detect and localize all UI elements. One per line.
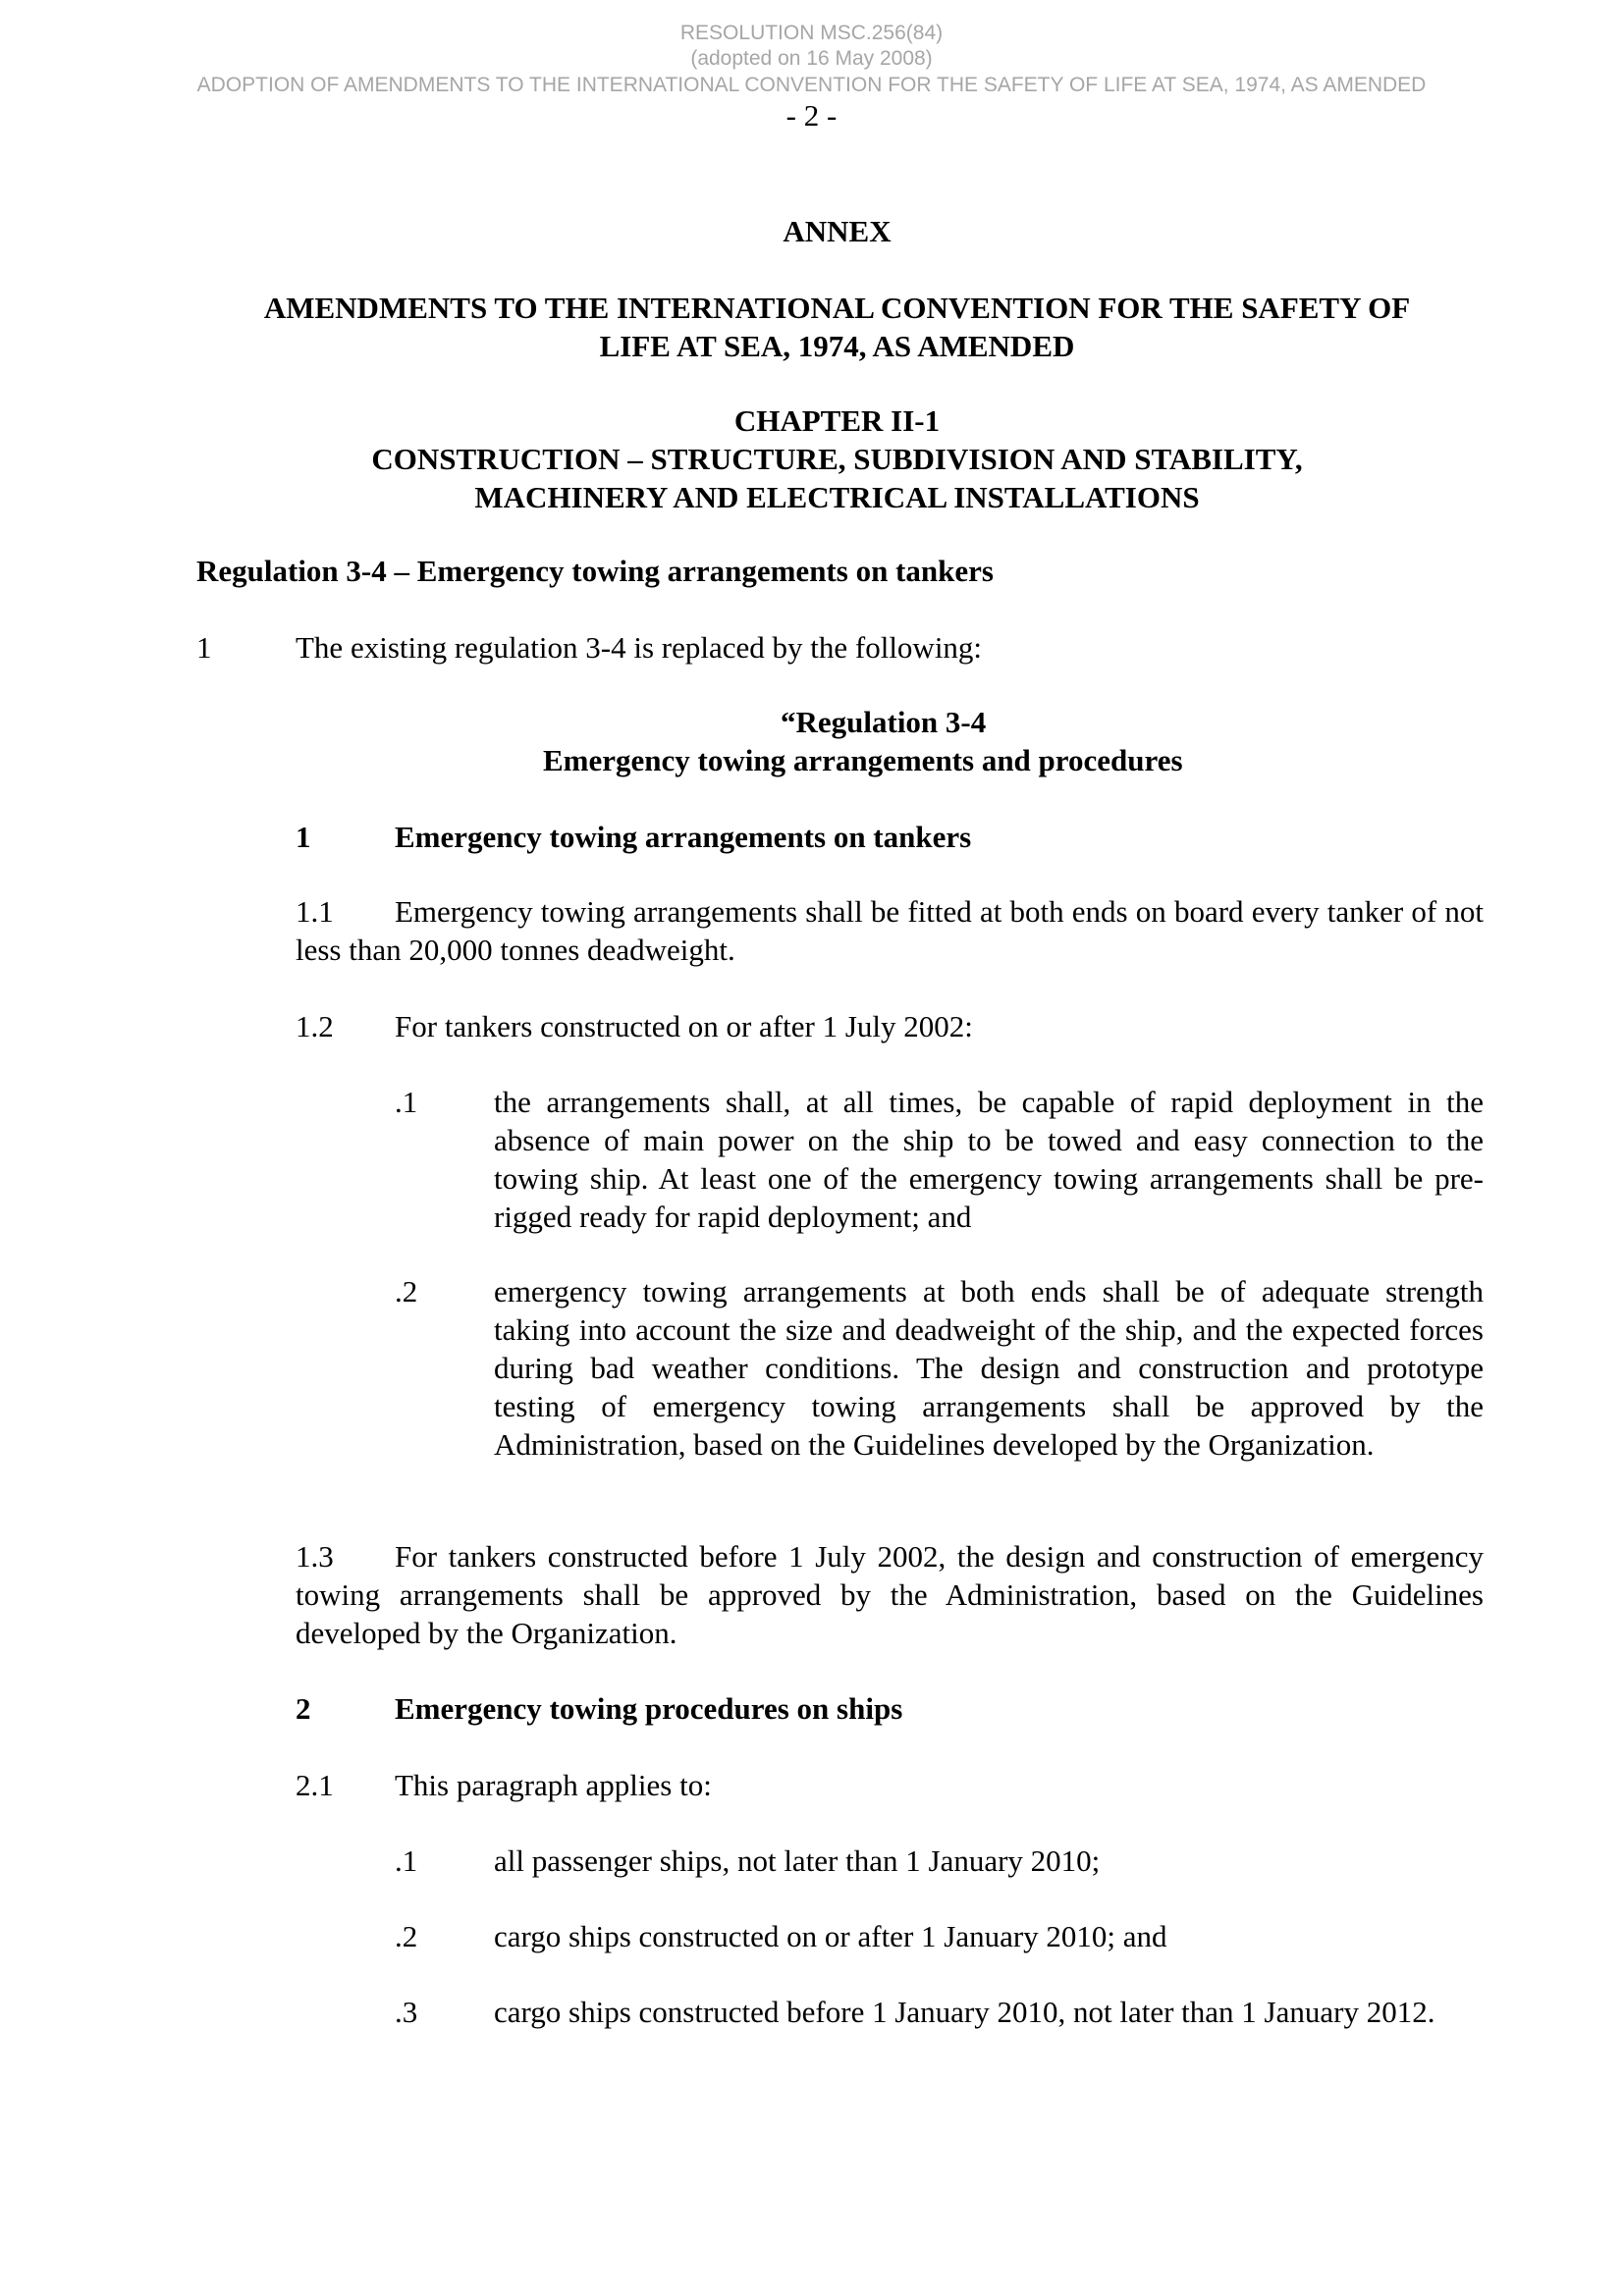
paragraph-1-1	[296, 892, 1484, 969]
subitem-2-1-3-number: .3	[395, 1995, 418, 2029]
quoted-regulation-subtitle: Emergency towing arrangements and procedures	[543, 743, 1183, 777]
section-2-title: Emergency towing procedures on ships	[395, 1691, 903, 1726]
chapter-title-line-2: MACHINERY AND ELECTRICAL INSTALLATIONS	[474, 480, 1200, 514]
regulation-heading: Regulation 3-4 – Emergency towing arrangements on tankers	[196, 554, 994, 588]
subitem-2-1-3-text: cargo ships constructed before 1 January 2010, not later than 1 January 2012.	[494, 1995, 1435, 2029]
subitem-1-2-2-number: .2	[395, 1274, 418, 1308]
item-1-text: The existing regulation 3-4 is replaced by the following:	[296, 630, 983, 665]
subitem-2-1-1-text: all passenger ships, not later than 1 January 2010;	[494, 1843, 1101, 1878]
section-2-number: 2	[296, 1691, 311, 1726]
header-resolution: RESOLUTION MSC.256(84)	[679, 22, 944, 44]
header-title: ADOPTION OF AMENDMENTS TO THE INTERNATIONAL CONVENTION FOR THE SAFETY OF LIFE AT SEA, 1974, AS AMENDED	[196, 74, 1427, 96]
paragraph-2-1-text: This paragraph applies to:	[395, 1768, 712, 1802]
subitem-2-1-2-text: cargo ships constructed on or after 1 January 2010; and	[494, 1919, 1167, 1953]
paragraph-1-1-number: 1.1	[296, 894, 334, 929]
title-line-1: AMENDMENTS TO THE INTERNATIONAL CONVENTION FOR THE SAFETY OF	[263, 291, 1411, 325]
paragraph-2-1-number: 2.1	[296, 1768, 334, 1802]
header-adoption-date: (adopted on 16 May 2008)	[690, 47, 933, 70]
page-number: - 2 -	[785, 98, 838, 133]
chapter-number: CHAPTER II-1	[733, 403, 941, 438]
paragraph-1-1-text: Emergency towing arrangements shall be fitted at both ends on board every tanker of not less than 20,000 tonnes deadweight.	[296, 894, 1484, 967]
paragraph-1-2-number: 1.2	[296, 1009, 334, 1043]
annex-heading: ANNEX	[783, 214, 892, 248]
subitem-1-2-1-text: the arrangements shall, at all times, be capable of rapid deployment in the absence of main power on the ship to be towed and easy connection to the towing ship. At least one of the emergency towing arrangements shall be pre-rigged ready for rapid deployment; and	[494, 1085, 1484, 1234]
subitem-1-2-1-number: .1	[395, 1085, 418, 1119]
section-1-title: Emergency towing arrangements on tankers	[395, 820, 972, 854]
paragraph-1-3-number: 1.3	[296, 1539, 334, 1574]
subitem-2-1-1-number: .1	[395, 1843, 418, 1878]
item-1-number: 1	[196, 630, 212, 665]
paragraph-1-2-text: For tankers constructed on or after 1 July 2002:	[395, 1009, 973, 1043]
paragraph-1-3-text: For tankers constructed before 1 July 2002, the design and construction of emergency towing arrangements shall be approved by the Administration, based on the Guidelines developed by the Organization.	[296, 1539, 1484, 1650]
quoted-regulation-title: “Regulation 3-4	[781, 705, 987, 739]
paragraph-1-3	[296, 1537, 1484, 1652]
subitem-2-1-2-number: .2	[395, 1919, 418, 1953]
section-1-number: 1	[296, 820, 311, 854]
title-line-2: LIFE AT SEA, 1974, AS AMENDED	[599, 329, 1075, 363]
chapter-title-line-1: CONSTRUCTION – STRUCTURE, SUBDIVISION AND STABILITY,	[371, 442, 1303, 476]
subitem-1-2-2-text: emergency towing arrangements at both ends shall be of adequate strength taking into account the size and deadweight of the ship, and the expected forces during bad weather conditions. The design and construction and prototype testing of emergency towing arrangements shall be approved by the Administration, based on the Guidelines developed by the Organization.	[494, 1274, 1484, 1462]
